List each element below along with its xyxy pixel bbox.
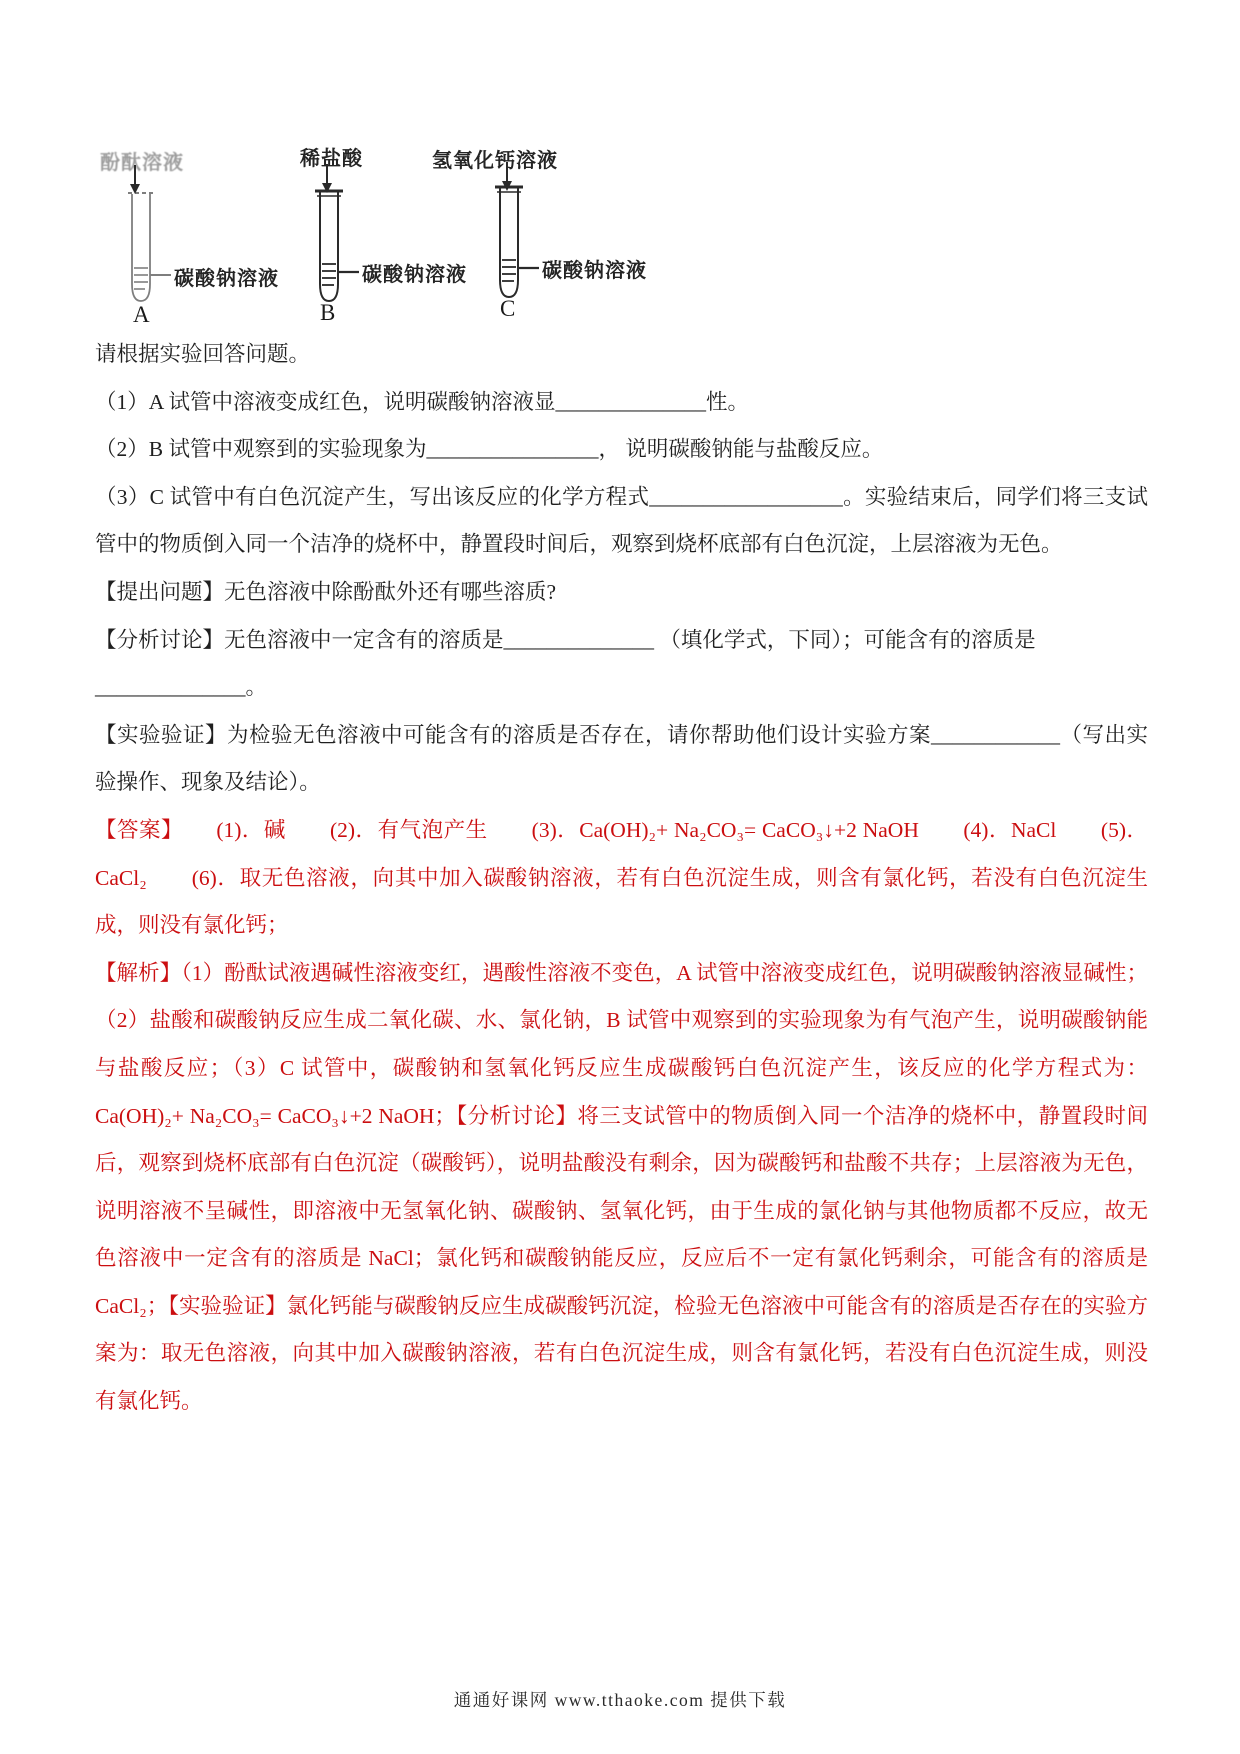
tube-letter-b: B (320, 300, 336, 325)
question-body (95, 331, 1148, 1426)
question-3: （3）C 试管中有白色沉淀产生，写出该反应的化学方程式__________________。实验结束后，同学们将三支试管中的物质倒入同一个洁净的烧杯中，静置段时间后，观察到烧杯底部有白色沉淀，上层溶液为无色。 (95, 484, 1148, 557)
reagent-label-c: 氢氧化钙溶液 (432, 150, 558, 172)
test-tube-b (313, 188, 361, 306)
tube-content-label-a: 碳酸钠溶液 (174, 268, 279, 290)
footer-text: 通通好课网 www.tthaoke.com 提供下载 (453, 1690, 787, 1710)
question-1: （1）A 试管中溶液变成红色，说明碳酸钠溶液显______________性。 (95, 389, 749, 414)
answer-paragraph: 【答案】 (1)．碱 (2)．有气泡产生 (3)．Ca(OH)₂+ Na₂CO₃= CaCO₃↓+2 NaOH (4)．NaCl (5)．CaCl₂ (6)．取无色溶液，向其中加入碳酸钠溶液，若有白色沉淀生成，则含有氯化钙，若没有白色沉淀生成，则没有氯化钙； (95, 817, 1148, 938)
question-intro: 请根据实验回答问题。 (95, 342, 311, 366)
discussion-blank: ______________。 (95, 675, 268, 700)
discussion-line: 【分析讨论】无色溶液中一定含有的溶质是______________ （填化学式，下同）；可能含有的溶质是 (95, 627, 1036, 652)
raise-question-line: 【提出问题】无色溶液中除酚酞外还有哪些溶质? (95, 579, 557, 604)
analysis-paragraph: 【解析】（1）酚酞试液遇碱性溶液变红，遇酸性溶液不变色，A 试管中溶液变成红色，说明碳酸钠溶液显碱性；（2）盐酸和碳酸钠反应生成二氧化碳、水、氯化钠，B 试管中观察到的实验现象为有气泡产生，说明碳酸钠能与盐酸反应；（3）C 试管中，碳酸钠和氢氧化钙反应生成碳酸钙白色沉淀产生，该反应的化学方程式为：Ca(OH)₂+ Na₂CO₃= CaCO₃↓+2 NaOH；【分析讨论】将三支试管中的物质倒入同一个洁净的烧杯中，静置段时间后，观察到烧杯底部有白色沉淀（碳酸钙），说明盐酸没有剩余，因为碳酸钙和盐酸不共存；上层溶液为无色，说明溶液不呈碱性，即溶液中无氢氧化钠、碳酸钠、氢氧化钙，由于生成的氯化钠与其他物质都不反应，故无色溶液中一定含有的溶质是 NaCl；氯化钙和碳酸钠能反应，反应后不一定有氯化钙剩余，可能含有的溶质是 CaCl₂；【实验验证】氯化钙能与碳酸钠反应生成碳酸钙沉淀，检验无色溶液中可能含有的溶质是否存在的实验方案为：取无色溶液，向其中加入碳酸钠溶液，若有白色沉淀生成，则含有氯化钙，若没有白色沉淀生成，则没有氯化钙。 (95, 960, 1148, 1414)
verification-line: 【实验验证】为检验无色溶液中可能含有的溶质是否存在，请你帮助他们设计实验方案____________（写出实验操作、现象及结论）。 (95, 722, 1148, 795)
experiment-diagram (0, 142, 1240, 354)
test-tube-a (125, 190, 173, 306)
tube-letter-a: A (133, 302, 150, 327)
tube-letter-c: C (500, 296, 516, 321)
reagent-label-b: 稀盐酸 (300, 148, 363, 170)
tube-content-label-b: 碳酸钠溶液 (362, 264, 467, 286)
reagent-label-a: 酚酞溶液 (100, 152, 184, 174)
question-2: （2）B 试管中观察到的实验现象为________________， 说明碳酸钠能与盐酸反应。 (95, 437, 884, 462)
tube-content-label-c: 碳酸钠溶液 (542, 260, 647, 282)
test-tube-c (493, 184, 541, 302)
